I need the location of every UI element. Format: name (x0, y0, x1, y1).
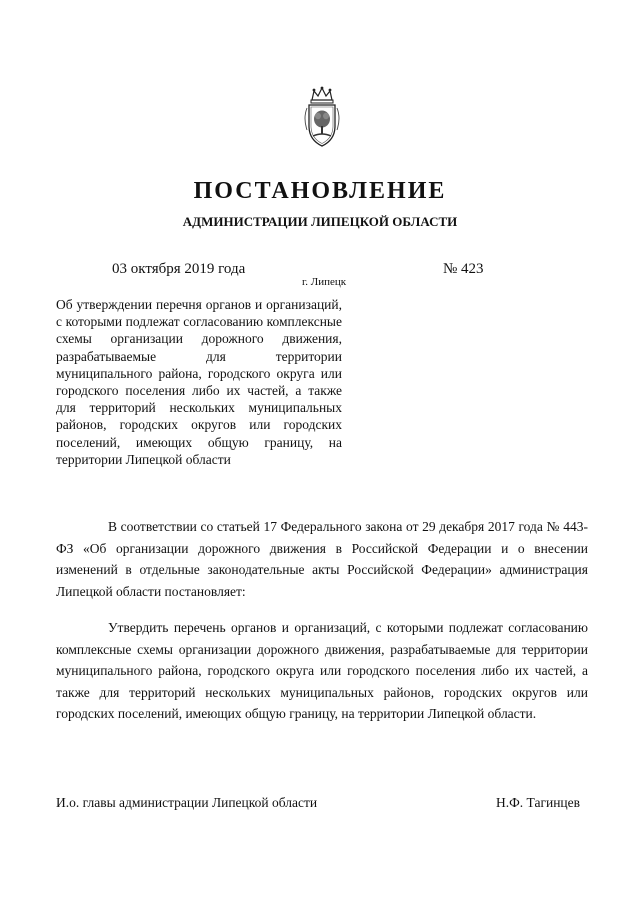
document-number: № 423 (443, 261, 484, 277)
coat-of-arms-icon (300, 86, 344, 150)
document-date: 03 октября 2019 года (112, 261, 246, 277)
preamble-paragraph: В соответствии со статьей 17 Федерального закона от 29 декабря 2017 года № 443-ФЗ «Об организации дорожного движения в Российской Федерации и о внесении изменений в отдельные законодательные акты Российской Федерации» администрация Липецкой области постановляет: (56, 519, 588, 599)
signatory-name: Н.Ф. Тагинцев (496, 795, 581, 810)
resolution-paragraph: Утвердить перечень органов и организаций, с которыми подлежат согласованию комплексные схемы организации дорожного движения, разрабатываемые для территории муниципального района, городского округа или городского поселения либо их частей, а также для территорий нескольких муниципальных районов, городских округов или городских поселений, имеющих общую границу, на территории Липецкой области. (56, 620, 588, 721)
signatory-position: И.о. главы администрации Липецкой области (56, 795, 318, 810)
issuer-subtitle: АДМИНИСТРАЦИИ ЛИПЕЦКОЙ ОБЛАСТИ (182, 214, 458, 229)
document-city: г. Липецк (302, 276, 347, 288)
document-subject: Об утверждении перечня органов и организаций, с которыми подлежат согласованию комплексные схемы организации дорожного движения, разрабатываемые для территории муниципального района, городского округа или городского поселения либо их частей, а также для территорий нескольких муниципальных районов, городских округов или городских поселений, имеющих общую границу, на территории Липецкой области (56, 297, 342, 467)
document-title: ПОСТАНОВЛЕНИЕ (193, 178, 447, 204)
